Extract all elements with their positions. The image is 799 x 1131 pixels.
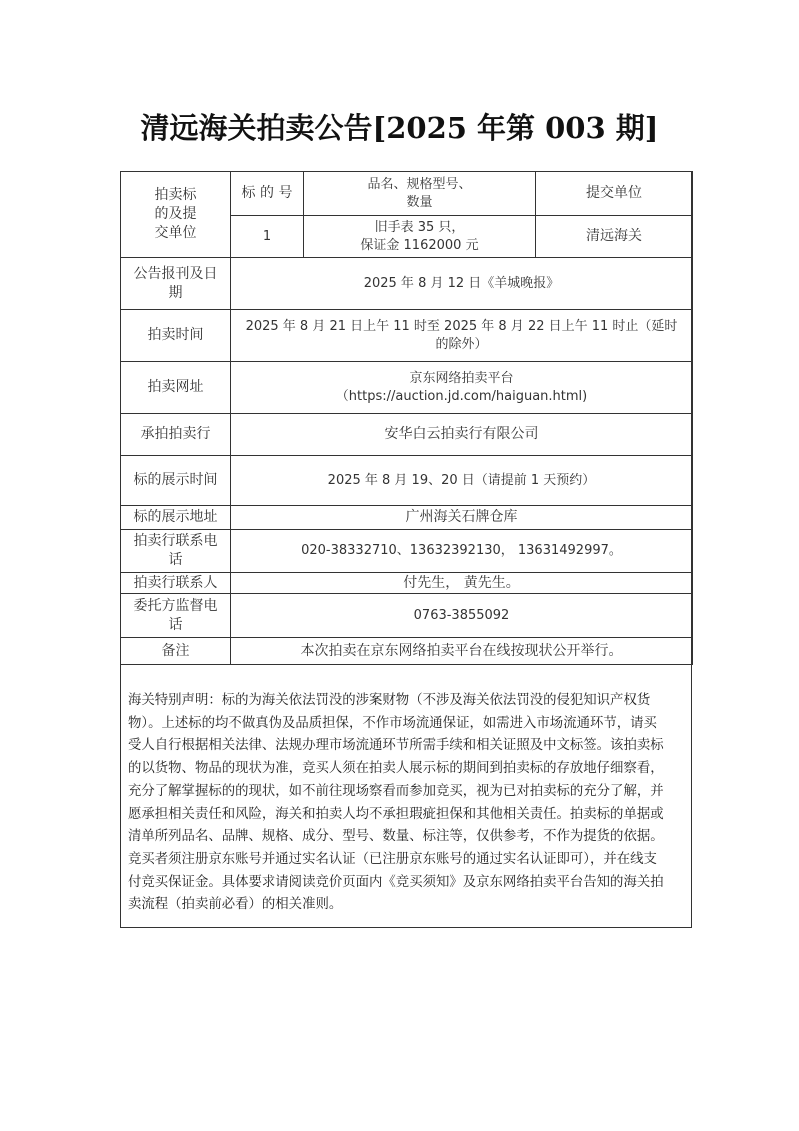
label-line: 委托方监督电 bbox=[133, 597, 218, 614]
notice-line: 受人自行根据相关法律、法规办理市场流通环节所需手续和相关证照及中文标签。该拍卖标 bbox=[128, 738, 664, 754]
field-value: 020-38332710、13632392130， 13631492997。 bbox=[231, 530, 693, 573]
label-line: 期 bbox=[168, 284, 183, 301]
field-row-auction-url bbox=[121, 362, 693, 414]
lot-no: 1 bbox=[231, 216, 304, 258]
header-item bbox=[304, 172, 536, 216]
label-line: 拍卖标 bbox=[154, 187, 197, 203]
lot-item-line: 旧手表 35 只， bbox=[374, 219, 465, 235]
notice-line: 付竞买保证金。具体要求请阅读竞价页面内《竞买须知》及京东网络拍卖平台告知的海关拍 bbox=[128, 874, 664, 890]
lot-unit: 清远海关 bbox=[536, 216, 693, 258]
field-value bbox=[231, 362, 693, 414]
field-value: 2025 年 8 月 19、20 日（请提前 1 天预约） bbox=[231, 456, 693, 506]
field-value: 安华白云拍卖行有限公司 bbox=[231, 414, 693, 456]
label-line: 话 bbox=[168, 552, 183, 568]
header-item-line: 数量 bbox=[406, 194, 433, 210]
notice-line: 物）。上述标的均不做真伪及品质担保，不作市场流通保证，如需进入市场流通环节，请买 bbox=[128, 715, 657, 731]
field-label: 拍卖时间 bbox=[121, 310, 231, 362]
notice-line: 充分了解掌握标的的现状，如不前往现场察看而参加竞买，视为已对拍卖标的充分了解，并 bbox=[128, 783, 664, 799]
lot-item bbox=[304, 216, 536, 258]
field-row-display-time bbox=[121, 456, 693, 506]
notice-line: 海关特别声明：标的为海关依法罚没的涉案财物（不涉及海关依法罚没的侵犯知识产权货 bbox=[128, 693, 651, 708]
field-value: 0763-3855092 bbox=[231, 594, 693, 638]
field-row-auctioneer-phone bbox=[121, 530, 693, 573]
lot-item-line: 保证金 1162000 元 bbox=[360, 237, 479, 253]
field-label: 标的展示地址 bbox=[121, 506, 231, 530]
header-item-line: 品名、规格型号、 bbox=[367, 176, 472, 192]
label-line: 话 bbox=[168, 616, 183, 633]
label-line: 公告报刊及日 bbox=[133, 265, 218, 282]
field-value bbox=[231, 310, 693, 362]
field-label bbox=[121, 594, 231, 638]
auction-url-link[interactable]: （https://auction.jd.com/haiguan.html) bbox=[335, 388, 588, 404]
notice-line: 的以货物、物品的现状为准，竞买人须在拍卖人展示标的期间到拍卖标的存放地仔细察看， bbox=[128, 761, 664, 777]
value-line: 的除外） bbox=[435, 336, 488, 352]
field-value: 付先生， 黄先生。 bbox=[231, 573, 693, 594]
lot-header-row bbox=[121, 172, 693, 216]
label-line: 交单位 bbox=[154, 225, 197, 241]
notice-line: 卖流程（拍卖前必看）的相关准则。 bbox=[128, 897, 343, 913]
lot-section-label bbox=[121, 172, 231, 258]
field-label: 标的展示时间 bbox=[121, 456, 231, 506]
field-label: 拍卖网址 bbox=[121, 362, 231, 414]
field-row-auctioneer bbox=[121, 414, 693, 456]
notice-line: 竞买者须注册京东账号并通过实名认证（已注册京东账号的通过实名认证即可），并在线支 bbox=[128, 851, 657, 867]
field-label: 承拍拍卖行 bbox=[121, 414, 231, 456]
field-row-remarks bbox=[121, 638, 693, 665]
field-value: 广州海关石牌仓库 bbox=[231, 506, 693, 530]
field-row-auction-time bbox=[121, 310, 693, 362]
header-unit: 提交单位 bbox=[536, 172, 693, 216]
value-line: 京东网络拍卖平台 bbox=[409, 370, 514, 386]
auction-info-table bbox=[120, 171, 693, 665]
field-label bbox=[121, 258, 231, 310]
field-label: 拍卖行联系人 bbox=[121, 573, 231, 594]
customs-special-notice bbox=[128, 690, 688, 917]
label-line: 拍卖行联系电 bbox=[133, 533, 218, 549]
notice-line: 愿承担相关责任和风险，海关和拍卖人均不承担瑕疵担保和其他相关责任。拍卖标的单据或 bbox=[128, 806, 664, 822]
field-value: 本次拍卖在京东网络拍卖平台在线按现状公开举行。 bbox=[231, 638, 693, 665]
field-row-supervisor-phone bbox=[121, 594, 693, 638]
page-title: 清远海关拍卖公告[2025 年第 003 期] bbox=[140, 111, 659, 145]
field-label bbox=[121, 530, 231, 573]
field-label: 备注 bbox=[121, 638, 231, 665]
value-line: 2025 年 8 月 21 日上午 11 时至 2025 年 8 月 22 日上午 11 时止（延时 bbox=[245, 318, 678, 334]
value-line: 2025 年 8 月 12 日《羊城晚报》 bbox=[363, 275, 560, 291]
label-line: 的及提 bbox=[154, 206, 197, 222]
field-row-display-address bbox=[121, 506, 693, 530]
field-row-contact bbox=[121, 573, 693, 594]
field-value bbox=[231, 258, 693, 310]
notice-line: 清单所列品名、品牌、规格、成分、型号、数量、标注等，仅供参考，不作为提货的依据。 bbox=[128, 829, 664, 845]
header-lot-no: 标 的 号 bbox=[231, 172, 304, 216]
field-row-announcement bbox=[121, 258, 693, 310]
